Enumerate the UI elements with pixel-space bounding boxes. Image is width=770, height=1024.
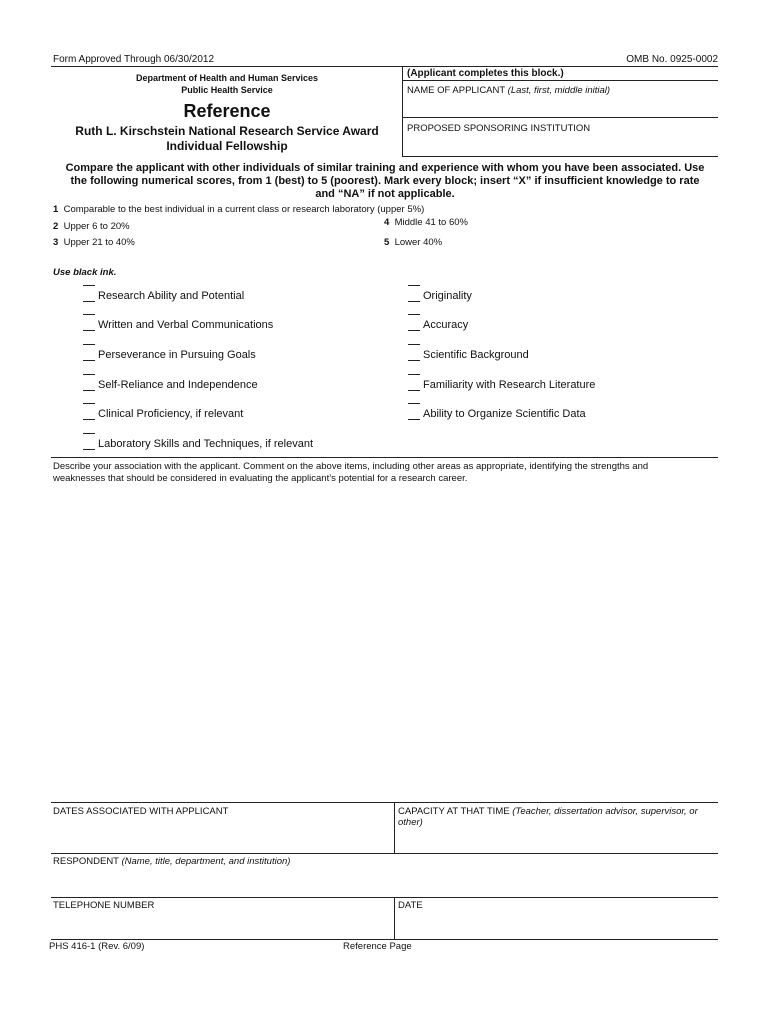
rating-label: Originality — [423, 290, 472, 302]
bottom-rule — [51, 939, 718, 940]
form-approved-text: Form Approved Through 06/30/2012 — [53, 54, 215, 65]
describe-top-rule — [51, 457, 718, 458]
scale-text: Upper 21 to 40% — [63, 237, 135, 248]
rating-label: Ability to Organize Scientific Data — [423, 408, 586, 420]
rating-input[interactable] — [83, 390, 95, 391]
rating-input[interactable] — [83, 301, 95, 302]
scale-item-5 — [384, 237, 442, 248]
form-number: PHS 416-1 (Rev. 6/09) — [49, 941, 145, 952]
rating-instructions — [40, 162, 730, 201]
describe-line1: Describe your association with the applicant. Comment on the above items, including other areas as appropriate, identifying the strengths and — [53, 461, 649, 472]
telephone-date-divider — [394, 897, 395, 939]
capacity-label — [398, 806, 716, 828]
respondent-hint: (Name, title, department, and institution) — [121, 856, 291, 867]
rating-label: Perseverance in Pursuing Goals — [98, 349, 256, 361]
describe-instructions — [53, 461, 648, 485]
rating-label: Accuracy — [423, 319, 469, 331]
rating-label: Scientific Background — [423, 349, 529, 361]
scale-item-1 — [53, 204, 424, 215]
scale-number: 4 — [384, 217, 390, 228]
applicant-name-label — [407, 85, 610, 96]
service-name: Public Health Service — [181, 85, 273, 95]
header-rule — [51, 66, 718, 67]
capacity-hint-line2: other) — [398, 817, 423, 828]
rating-mark-top — [83, 403, 95, 404]
award-title-line2: Individual Fellowship — [166, 139, 288, 153]
respondent-label — [53, 856, 290, 867]
respondent-label-text: RESPONDENT — [53, 856, 119, 867]
applicant-name-hint: (Last, first, middle initial) — [507, 85, 611, 96]
rating-mark-top — [408, 403, 420, 404]
applicant-block-heading: (Applicant completes this block.) — [407, 68, 564, 79]
sponsoring-institution-field[interactable] — [407, 136, 713, 152]
department-name: Department of Health and Human Services — [135, 73, 319, 83]
instructions-line1: Compare the applicant with other individuals of similar training and experience with whom you have been associated. Use — [65, 162, 705, 174]
date-field[interactable] — [398, 914, 714, 936]
instructions-line2: the following numerical scores, from 1 (best) to 5 (poorest). Mark every block; insert “X” if insufficient knowledge to rate — [70, 175, 700, 187]
association-comments-field[interactable] — [53, 490, 716, 795]
capacity-label-text: CAPACITY AT THAT TIME — [398, 806, 510, 817]
scale-number: 5 — [384, 237, 390, 248]
dates-top-rule — [51, 802, 718, 803]
scale-text: Upper 6 to 20% — [63, 221, 130, 232]
award-title-line1: Ruth L. Kirschstein National Research Service Award — [75, 124, 379, 138]
respondent-field[interactable] — [53, 870, 716, 894]
award-title — [53, 124, 401, 154]
rating-label: Clinical Proficiency, if relevant — [98, 408, 244, 420]
date-label: DATE — [398, 900, 423, 911]
rating-label: Laboratory Skills and Techniques, if relevant — [98, 438, 314, 450]
rating-label: Familiarity with Research Literature — [423, 379, 596, 391]
rating-input[interactable] — [83, 419, 95, 420]
instructions-line3: and “NA” if not applicable. — [315, 188, 455, 200]
rating-mark-top — [83, 314, 95, 315]
scale-item-2 — [53, 221, 130, 232]
applicant-name-rule — [402, 117, 718, 118]
rating-input[interactable] — [83, 360, 95, 361]
rating-input[interactable] — [408, 360, 420, 361]
rating-mark-top — [408, 344, 420, 345]
rating-input[interactable] — [408, 390, 420, 391]
dates-capacity-divider — [394, 802, 395, 853]
scale-text: Lower 40% — [394, 237, 443, 248]
rating-mark-top — [408, 285, 420, 286]
omb-number: OMB No. 0925-0002 — [626, 54, 718, 65]
rating-mark-top — [83, 344, 95, 345]
describe-line2: weaknesses that should be considered in evaluating the applicant’s potential for a research career. — [53, 473, 468, 484]
department-block — [53, 72, 401, 96]
rating-mark-top — [83, 285, 95, 286]
applicant-name-field[interactable] — [407, 98, 713, 114]
rating-label: Research Ability and Potential — [98, 290, 245, 302]
scale-number: 2 — [53, 221, 59, 232]
rating-mark-top — [408, 314, 420, 315]
rating-input[interactable] — [83, 449, 95, 450]
rating-mark-top — [83, 374, 95, 375]
respondent-top-rule — [51, 853, 718, 854]
use-black-ink-note: Use black ink. — [53, 267, 117, 278]
scale-number: 3 — [53, 237, 59, 248]
scale-number: 1 — [53, 204, 59, 215]
dates-associated-label: DATES ASSOCIATED WITH APPLICANT — [53, 806, 229, 817]
rating-input[interactable] — [83, 330, 95, 331]
rating-label: Written and Verbal Communications — [98, 319, 274, 331]
applicant-name-label-text: NAME OF APPLICANT — [407, 85, 506, 96]
telephone-top-rule — [51, 897, 718, 898]
sponsoring-institution-label: PROPOSED SPONSORING INSTITUTION — [407, 123, 591, 134]
scale-item-3 — [53, 237, 135, 248]
rating-label: Self-Reliance and Independence — [98, 379, 258, 391]
applicant-heading-rule — [402, 80, 718, 81]
capacity-field[interactable] — [398, 830, 714, 850]
telephone-field[interactable] — [53, 914, 389, 936]
rating-mark-top — [83, 433, 95, 434]
dates-associated-field[interactable] — [53, 820, 389, 848]
scale-item-4 — [384, 217, 468, 228]
rating-input[interactable] — [408, 330, 420, 331]
rating-mark-top — [408, 374, 420, 375]
capacity-hint: (Teacher, dissertation advisor, supervisor, or — [512, 806, 698, 817]
rating-input[interactable] — [408, 419, 420, 420]
telephone-label: TELEPHONE NUMBER — [53, 900, 155, 911]
page-name: Reference Page — [343, 941, 412, 952]
applicant-block-bottom-rule — [402, 156, 718, 157]
scale-text: Middle 41 to 60% — [394, 217, 468, 228]
rating-input[interactable] — [408, 301, 420, 302]
scale-text: Comparable to the best individual in a current class or research laboratory (upper 5%) — [63, 204, 425, 215]
page-title: Reference — [183, 101, 271, 121]
